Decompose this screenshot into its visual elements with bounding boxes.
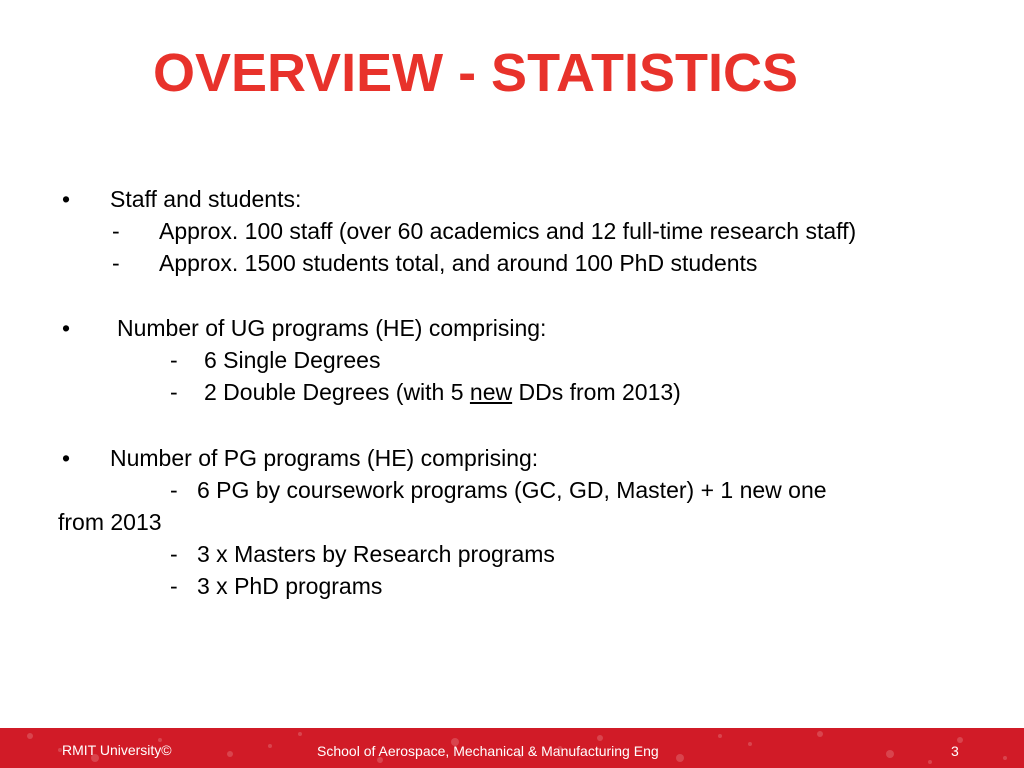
- dash-marker: -: [170, 477, 178, 503]
- dash-marker: -: [112, 250, 120, 276]
- bullet-marker: •: [62, 315, 71, 341]
- dash-marker: -: [170, 379, 178, 405]
- dash-marker: -: [170, 573, 178, 599]
- list-item-text-before: 2 Double Degrees (with 5: [204, 379, 470, 405]
- list-item: 3 x Masters by Research programs: [197, 541, 555, 567]
- section-heading-pg: Number of PG programs (HE) comprising:: [110, 445, 539, 471]
- page-number: 3: [951, 743, 959, 759]
- underlined-word: new: [469, 379, 513, 405]
- bullet-marker: •: [62, 445, 71, 471]
- slide-title: OVERVIEW - STATISTICS: [153, 43, 799, 103]
- list-item-continuation: from 2013: [58, 509, 162, 535]
- list-item-text-after: DDs from 2013): [512, 379, 681, 405]
- footer-university: RMIT University©: [62, 742, 172, 758]
- list-item: Approx. 100 staff (over 60 academics and 12 full-time research staff): [159, 218, 857, 244]
- dash-marker: -: [170, 347, 178, 373]
- dash-marker: -: [112, 218, 120, 244]
- list-item: Approx. 1500 students total, and around 100 PhD students: [159, 250, 758, 276]
- list-item: 6 PG by coursework programs (GC, GD, Master) + 1 new one: [197, 477, 827, 503]
- list-item: 3 x PhD programs: [197, 573, 383, 599]
- bullet-marker: •: [62, 186, 71, 212]
- list-item: 6 Single Degrees: [204, 347, 381, 373]
- list-item: [204, 376, 681, 408]
- section-heading-ug: Number of UG programs (HE) comprising:: [117, 315, 547, 341]
- dash-marker: -: [170, 541, 178, 567]
- footer-school: School of Aerospace, Mechanical & Manufacturing Eng: [317, 743, 659, 759]
- footer-bar: [0, 728, 1024, 768]
- section-heading-staff: Staff and students:: [110, 186, 302, 212]
